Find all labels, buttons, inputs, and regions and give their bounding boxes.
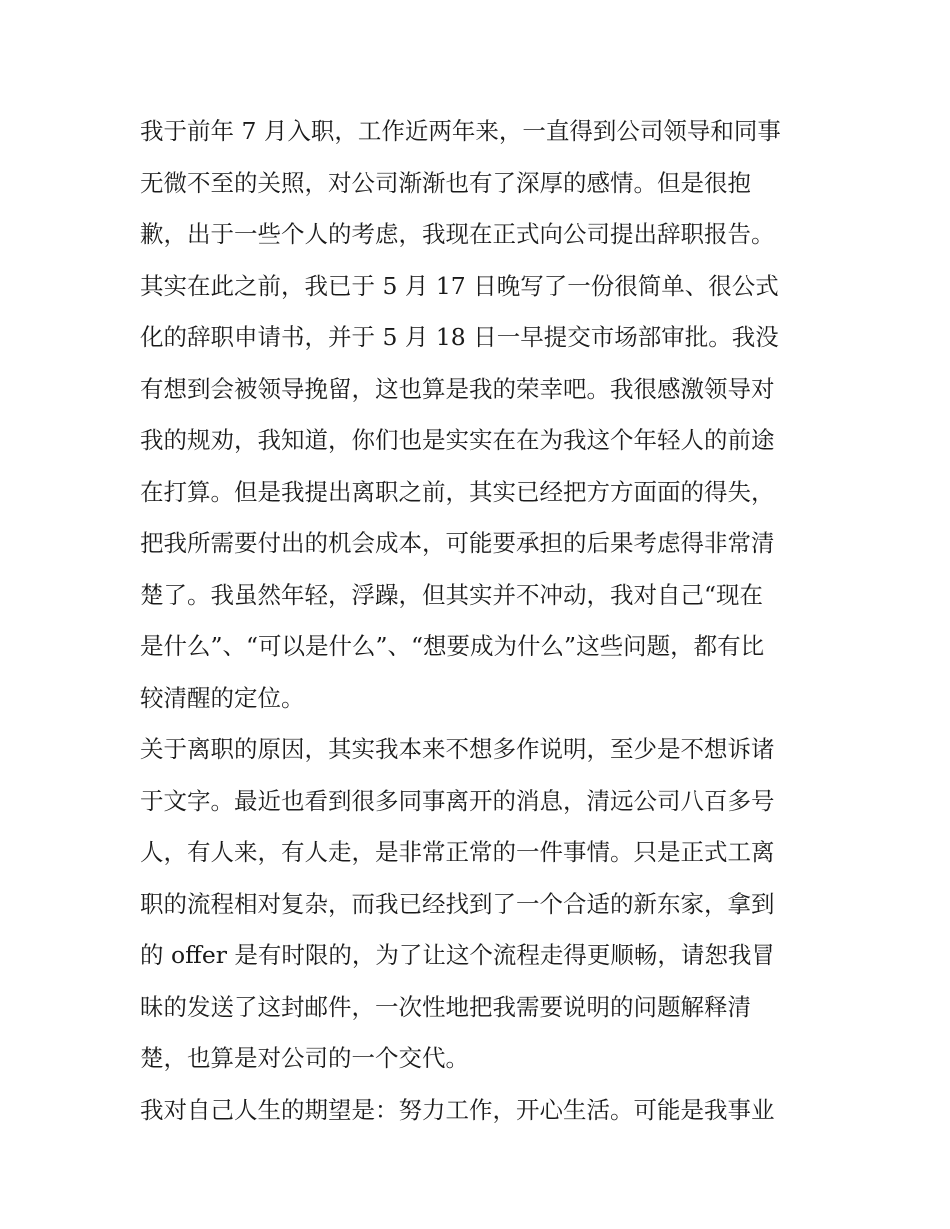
text-line-13: 关于离职的原因，其实我本来不想多作说明，至少是不想诉诸 — [140, 735, 775, 763]
text-line-7: 我的规劝，我知道，你们也是实实在在为我这个年轻人的前途 — [140, 426, 775, 454]
text-line-15: 人，有人来，有人走，是非常正常的一件事情。只是正式工离 — [140, 838, 775, 866]
text-line-11: 是什么”、“可以是什么”、“想要成为什么”这些问题，都有比 — [140, 632, 765, 660]
text-line-19: 楚，也算是对公司的一个交代。 — [140, 1044, 469, 1072]
text-line-14: 于文字。最近也看到很多同事离开的消息，清远公司八百多号 — [140, 786, 775, 815]
text-line-6: 有想到会被领导挽留，这也算是我的荣幸吧。我很感激领导对 — [140, 374, 775, 403]
text-line-16: 职的流程相对复杂，而我已经找到了一个合适的新东家，拿到 — [140, 889, 775, 918]
text-line-4: 其实在此之前，我已于 5 月 17 日晚写了一份很简单、很公式 — [140, 271, 779, 300]
text-line-10: 楚了。我虽然年轻，浮躁，但其实并不冲动，我对自己“现在 — [140, 580, 764, 609]
text-line-5: 化的辞职申请书，并于 5 月 18 日一早提交市场部审批。我没 — [140, 323, 779, 351]
letter-body — [140, 106, 820, 1136]
text-line-18: 昧的发送了这封邮件，一次性地把我需要说明的问题解释清 — [140, 992, 751, 1021]
text-line-9: 把我所需要付出的机会成本，可能要承担的后果考虑得非常清 — [140, 529, 775, 557]
text-line-17: 的 offer 是有时限的，为了让这个流程走得更顺畅，请恕我冒 — [140, 941, 775, 969]
text-line-8: 在打算。但是我提出离职之前，其实已经把方方面面的得失， — [140, 477, 775, 506]
text-line-2: 无微不至的关照，对公司渐渐也有了深厚的感情。但是很抱 — [140, 168, 751, 197]
text-line-3: 歉，出于一些个人的考虑，我现在正式向公司提出辞职报告。 — [140, 220, 775, 248]
text-line-1: 我于前年 7 月入职，工作近两年来，一直得到公司领导和同事 — [140, 117, 781, 145]
text-line-20: 我对自己人生的期望是：努力工作，开心生活。可能是我事业 — [140, 1095, 775, 1124]
text-line-12: 较清醒的定位。 — [140, 683, 305, 712]
